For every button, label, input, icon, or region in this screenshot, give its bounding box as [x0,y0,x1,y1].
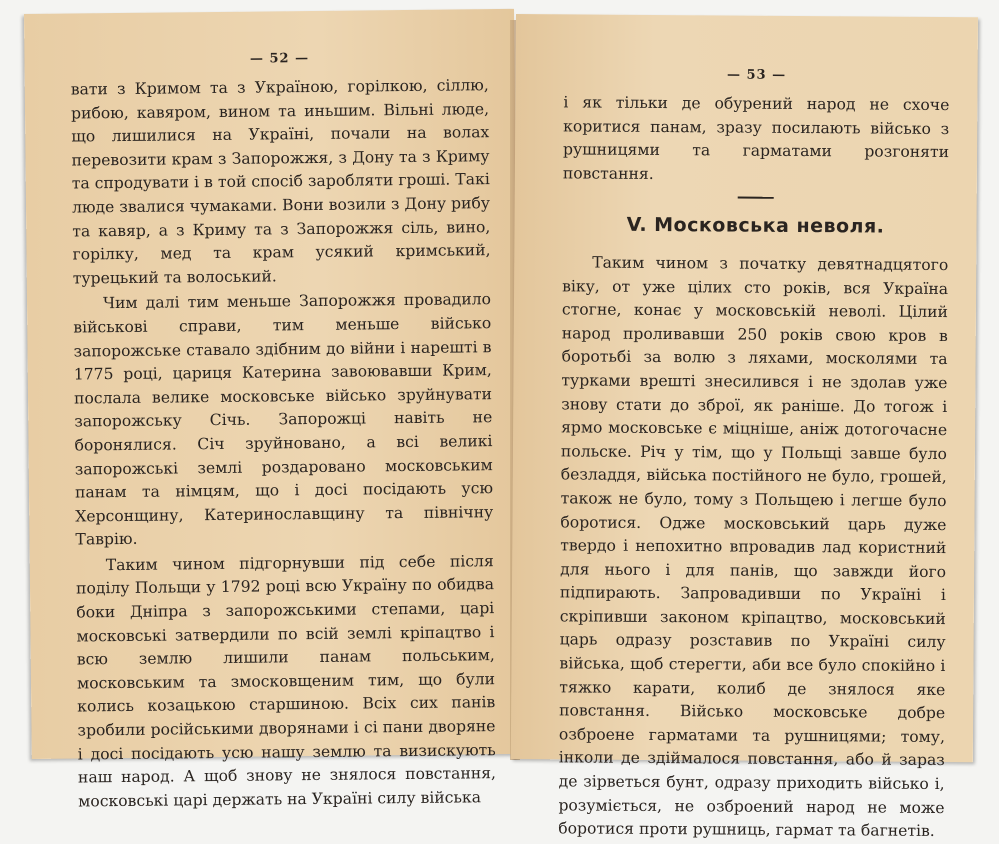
paragraph: Таким чином підгорнувши під себе після поділу Польщи у 1792 році всю Україну по обидва боки Дніпра з запорожськими степами, царі московські затвердили по всій землі кріпацтво і всю землю лишили панам польським, московським та змосковщеним тим, що були колись козацькою старшиною. Всіх сих панів зробили російськими дворянами і сі пани дворяне і досі посідають усю нашу землю та визискують наш народ. А щоб знову не знялося повстання, московські царі держать на Україні силу війська [75,551,497,811]
page-number-left: — 52 — [249,51,310,67]
paragraph: вати з Кримом та з Україною, горілкою, сіллю, рибою, кавяром, вином та иньшим. Вільні люде, що лишилися на Україні, почали на волах перевозити крам з Запорожжя, з Дону та з Криму та спродувати і в той спосіб заробляти гроші. Такі люде звалися чумаками. Вони возили з Дону рибу та кавяр, а з Криму та з Запорожжя сіль, вино, горілку, мед та крам усякий кримський, турецький та волоський. [70,76,491,288]
section-divider [738,197,774,199]
paragraph: Таким чином з початку девятнадцятого віку, от уже цілих сто років, вся Україна стогне, конає у московській неволі. Цілий народ проливавши 250 років свою кров в боротьбі за волю з ляхами, москолями та турками врешті знесилився і не здолав уже знову стати до зброї, як раніше. До тогож і ярмо московське є міцніше, аніж дотогочасне польске. Річ у тім, що у Польщі завше було безладдя, війська постійного не було, грошей, також не було, тому з Польщею і легше було боротися. Одже московський царь дуже твердо і непохитно впровадив лад користний для нього і для панів, що завжди його підпирають. Запровадивши по Україні і скріпивши законом кріпацтво, московський царь одразу розставив по Україні силу війська, щоб стерегти, аби все було спокійно і тяжко карати, колиб де знялося яке повстання. Військо московське добре озброене гарматами та рушницями; тому, інколи де здіймалося повстання, або й зараз де зірветься бунт, одразу приходить військо і, розуміється, не озброений народ не може боротися проти рушниць, гармат та багнетів. [558,253,949,841]
book-spread [22,14,980,841]
paragraph: і як тільки де обурений народ не схоче коритися панам, зразу посилають військо з рушницями та гарматами розгоняти повстання. [562,93,950,183]
left-page [24,9,522,811]
page-number-right: — 53 — [726,67,787,83]
paragraph: Чим далі тим меньше Запорожжя провадило військові справи, тим меньше військо запорожське ставало здібним до війни і нарешті в 1775 році, цариця Катерина завоювавши Крим, послала велике московське військо зруйнувати запорожську Січь. Запорожці навіть не боронялися. Січ зруйновано, а всі великі запорожські землі роздаровано московським панам та німцям, що і досі посідають усю Херсонщину, Катеринославщину та північну Таврію. [73,290,494,549]
section-heading: V. Московська неволя. [626,214,885,238]
right-page [511,14,978,841]
left-page-text [71,74,497,814]
right-page-text [558,91,949,843]
